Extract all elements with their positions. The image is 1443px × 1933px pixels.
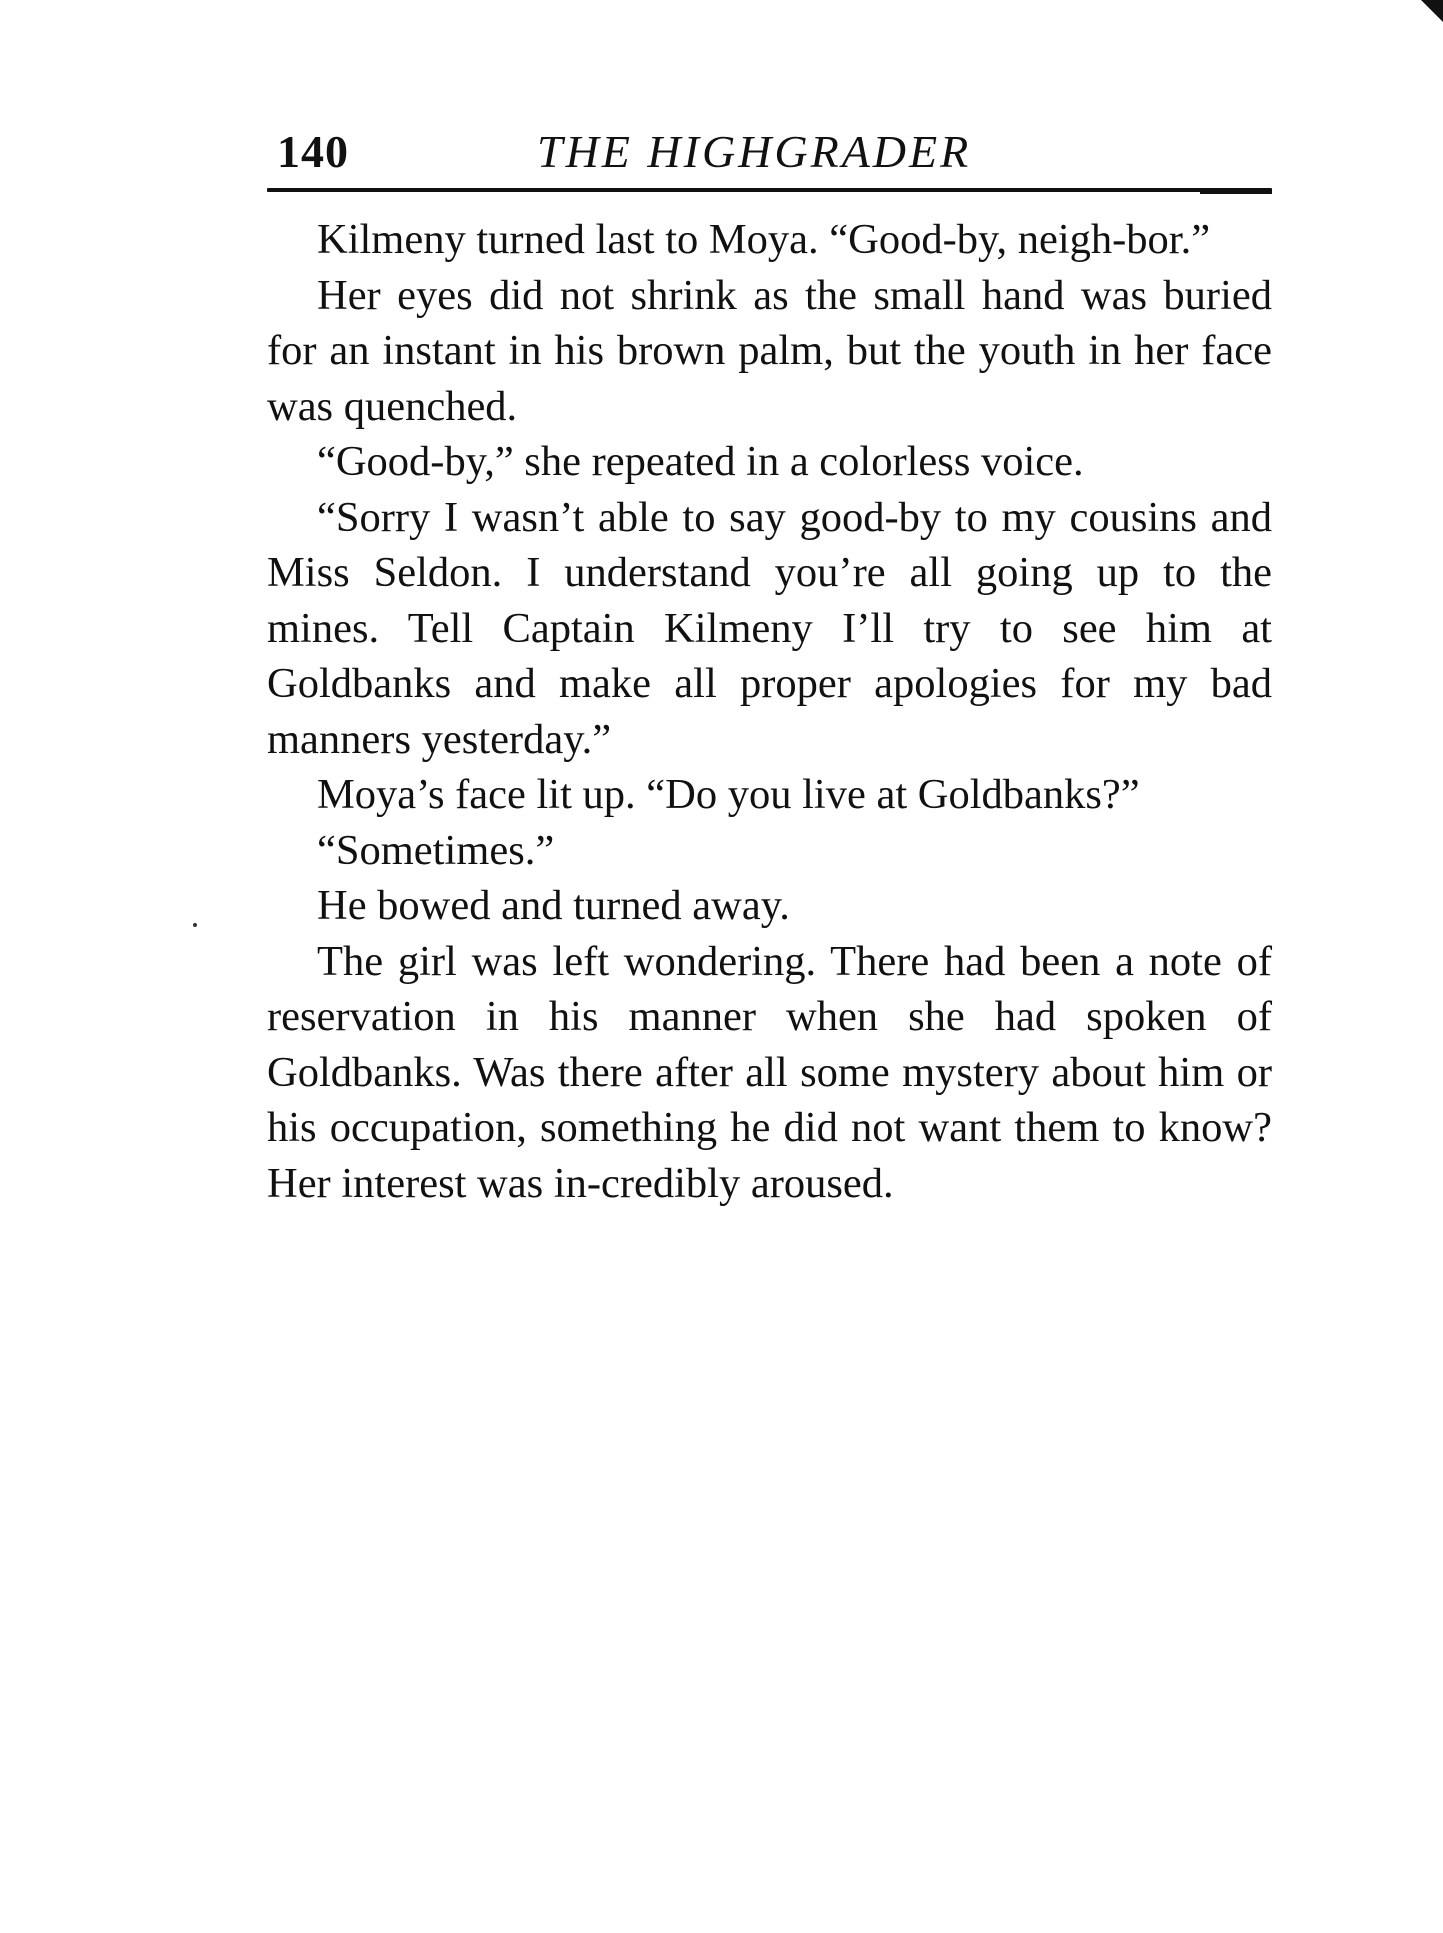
paragraph: The girl was left wondering. There had been a note of reservation in his manner when she had spoken of Goldbanks. Was there after all some mystery about him or his occupation, something he did not want them to know? Her interest was in-credibly aroused.: [267, 937, 1272, 1207]
page-number: 140: [277, 126, 349, 177]
paragraph: Moya’s face lit up. “Do you live at Goldbanks?”: [317, 771, 1140, 818]
paragraph: “Good-by,” she repeated in a colorless voice.: [317, 438, 1084, 485]
scan-corner-mark: [1421, 0, 1443, 22]
header-rule-tip: [1200, 191, 1272, 194]
scan-speck: [193, 923, 197, 927]
header-rule: [267, 188, 1272, 192]
body-text: [267, 212, 1272, 1211]
paragraph: “Sorry I wasn’t able to say good-by to my cousins and Miss Seldon. I understand you’re all going up to the mines. Tell Captain Kilmeny I’ll try to see him at Goldbanks and make all proper apologies for my bad manners yesterday.”: [267, 493, 1272, 763]
paragraph: Kilmeny turned last to Moya. “Good-by, neigh-bor.”: [317, 216, 1211, 263]
page-header: [267, 122, 1272, 182]
running-title: THE HIGHGRADER: [537, 126, 972, 177]
paragraph: “Sometimes.”: [317, 826, 555, 874]
paragraph: Her eyes did not shrink as the small hand was buried for an instant in his brown palm, but the youth in her face was quenched.: [267, 271, 1272, 430]
paragraph: He bowed and turned away.: [317, 882, 790, 929]
